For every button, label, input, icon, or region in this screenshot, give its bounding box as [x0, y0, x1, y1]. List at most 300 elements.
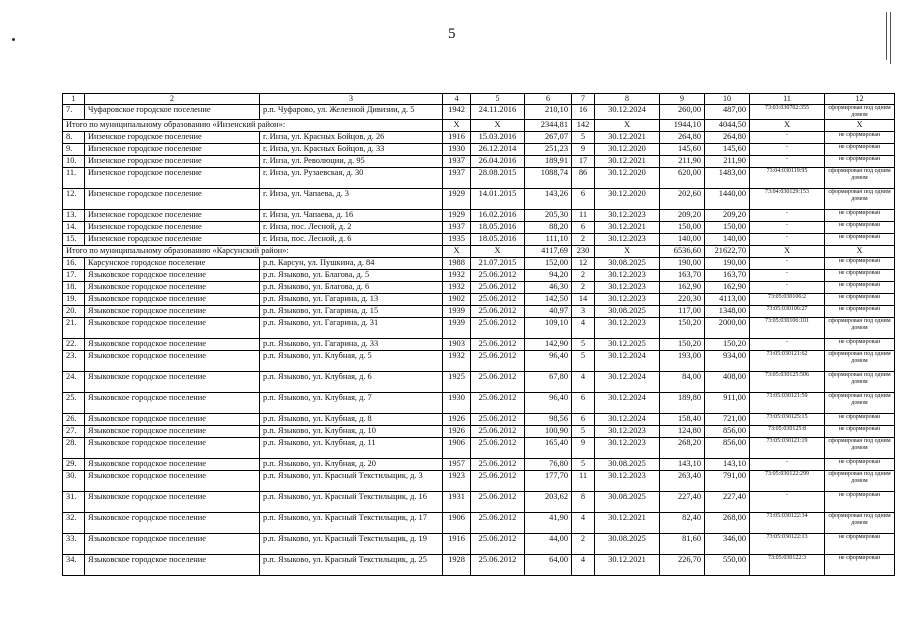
table-cell: 30.12.2021 [595, 512, 660, 533]
table-cell: 12. [63, 188, 85, 209]
column-number-row [63, 94, 895, 105]
table-cell: 1942 [443, 104, 471, 119]
table-row [63, 350, 895, 371]
table-cell: не сформирован [825, 305, 895, 317]
table-cell: 30.12.2023 [595, 425, 660, 437]
table-cell: 73:05:030106:2 [750, 293, 825, 305]
table-cell: 11 [572, 470, 595, 491]
table-cell: 86 [572, 167, 595, 188]
table-cell: р.п. Языково, ул. Красный Текстильщик, д. 16 [260, 491, 443, 512]
table-cell: 143,10 [660, 458, 705, 470]
page-number: 5 [448, 26, 456, 42]
housing-register-table [62, 93, 895, 576]
table-cell: 1916 [443, 131, 471, 143]
table-cell: 2000,00 [705, 317, 750, 338]
table-cell: 227,40 [660, 491, 705, 512]
table-cell: 111,10 [525, 233, 572, 245]
table-cell: 32. [63, 512, 85, 533]
table-cell: 26. [63, 413, 85, 425]
table-cell: 8. [63, 131, 85, 143]
table-cell: Языковское городское поселение [85, 458, 260, 470]
table-cell: 210,10 [525, 104, 572, 119]
table-cell: 1937 [443, 221, 471, 233]
table-row [63, 104, 895, 119]
subtotal-cell: X [595, 119, 660, 131]
table-cell: 30.12.2020 [595, 167, 660, 188]
table-cell: 84,00 [660, 371, 705, 392]
table-cell: 268,20 [660, 437, 705, 458]
table-cell: не сформирован [825, 413, 895, 425]
table-cell: 264,80 [705, 131, 750, 143]
table-cell: Языковское городское поселение [85, 269, 260, 281]
table-cell: 9. [63, 143, 85, 155]
table-cell: - [750, 221, 825, 233]
table-cell: не сформирован [825, 293, 895, 305]
table-cell: 23. [63, 350, 85, 371]
column-number-cell: 5 [471, 94, 525, 105]
table-cell: 1929 [443, 209, 471, 221]
table-cell: 30.12.2023 [595, 209, 660, 221]
table-cell: 25.06.2012 [471, 458, 525, 470]
table-cell: 1932 [443, 269, 471, 281]
table-cell: 14 [572, 293, 595, 305]
table-cell: 1988 [443, 257, 471, 269]
subtotal-cell: X [595, 245, 660, 257]
table-cell: 4113,00 [705, 293, 750, 305]
table-cell: 25.06.2012 [471, 425, 525, 437]
subtotal-cell: 230 [572, 245, 595, 257]
table-cell: сформирован под одним домом [825, 371, 895, 392]
subtotal-cell: 6536,60 [660, 245, 705, 257]
column-number-cell: 3 [260, 94, 443, 105]
table-cell: 162,90 [660, 281, 705, 293]
table-cell: 25.06.2012 [471, 437, 525, 458]
table-cell: 1939 [443, 305, 471, 317]
table-cell: 73:05:030122:34 [750, 512, 825, 533]
table-cell: 911,00 [705, 392, 750, 413]
table-cell: 4 [572, 512, 595, 533]
table-row [63, 143, 895, 155]
table-cell: 29. [63, 458, 85, 470]
subtotal-cell: 142 [572, 119, 595, 131]
table-cell: 150,00 [705, 221, 750, 233]
table-cell: Инзенское городское поселение [85, 233, 260, 245]
table-cell: 2 [572, 233, 595, 245]
table-cell: 143,26 [525, 188, 572, 209]
table-cell: 12 [572, 257, 595, 269]
table-cell: Языковское городское поселение [85, 338, 260, 350]
table-cell: 25.06.2012 [471, 350, 525, 371]
table-cell: 25.06.2012 [471, 533, 525, 554]
table-cell: г. Инза, пос. Лесной, д. 2 [260, 221, 443, 233]
table-row [63, 221, 895, 233]
subtotal-cell: X [443, 119, 471, 131]
subtotal-row [63, 119, 895, 131]
table-cell: 64,00 [525, 554, 572, 575]
subtotal-cell: X [825, 245, 895, 257]
table-cell: 25.06.2012 [471, 281, 525, 293]
table-cell: 88,20 [525, 221, 572, 233]
table-cell: 1440,00 [705, 188, 750, 209]
scan-edge-line [890, 12, 891, 64]
table-cell: Языковское городское поселение [85, 437, 260, 458]
table-cell: 203,62 [525, 491, 572, 512]
table-cell: 145,60 [705, 143, 750, 155]
table-cell: Языковское городское поселение [85, 350, 260, 371]
table-cell: Языковское городское поселение [85, 293, 260, 305]
table-cell: 1929 [443, 188, 471, 209]
table-cell: 211,90 [660, 155, 705, 167]
table-cell: 81,60 [660, 533, 705, 554]
table-cell: 6 [572, 392, 595, 413]
table-cell: 16.02.2016 [471, 209, 525, 221]
scan-dot [12, 38, 15, 41]
column-number-cell: 2 [85, 94, 260, 105]
table-cell: 1939 [443, 317, 471, 338]
table-cell: - [750, 233, 825, 245]
table-cell: г. Инза, ул. Чапаева, д. 3 [260, 188, 443, 209]
table-cell: 24.11.2016 [471, 104, 525, 119]
table-cell: не сформирован [825, 425, 895, 437]
table-cell: 267,07 [525, 131, 572, 143]
table-cell: Языковское городское поселение [85, 425, 260, 437]
table-cell: 226,70 [660, 554, 705, 575]
table-cell: 7. [63, 104, 85, 119]
table-cell: Языковское городское поселение [85, 491, 260, 512]
table-cell: 22. [63, 338, 85, 350]
table-cell: не сформирован [825, 155, 895, 167]
table-cell: 251,23 [525, 143, 572, 155]
table-cell: р.п. Языково, ул. Клубная, д. 11 [260, 437, 443, 458]
table-cell: 30.08.2025 [595, 305, 660, 317]
table-cell: 46,30 [525, 281, 572, 293]
subtotal-cell: 21622,70 [705, 245, 750, 257]
table-cell: 25.06.2012 [471, 413, 525, 425]
table-row [63, 413, 895, 425]
column-number-cell: 9 [660, 94, 705, 105]
table-cell: г. Инза, ул. Чапаева, д. 16 [260, 209, 443, 221]
table-cell: Языковское городское поселение [85, 371, 260, 392]
subtotal-cell: 4117,69 [525, 245, 572, 257]
table-cell: 150,20 [660, 317, 705, 338]
table-cell: 33. [63, 533, 85, 554]
table-cell: 14. [63, 221, 85, 233]
table-cell: 25.06.2012 [471, 338, 525, 350]
table-cell: 1926 [443, 413, 471, 425]
table-cell: сформирован под одним домом [825, 167, 895, 188]
table-cell: 163,70 [705, 269, 750, 281]
table-cell: сформирован под одним домом [825, 317, 895, 338]
subtotal-cell: X [750, 245, 825, 257]
table-cell: 140,00 [705, 233, 750, 245]
table-cell: 96,40 [525, 392, 572, 413]
table-cell: 264,80 [660, 131, 705, 143]
table-cell: р.п. Языково, ул. Клубная, д. 7 [260, 392, 443, 413]
table-cell: 165,40 [525, 437, 572, 458]
table-cell: не сформирован [825, 209, 895, 221]
table-cell: 30.12.2020 [595, 188, 660, 209]
table-cell: 30.12.2023 [595, 437, 660, 458]
table-cell: 190,00 [660, 257, 705, 269]
table-cell: р.п. Языково, ул. Благова, д. 5 [260, 269, 443, 281]
table-cell: 1483,00 [705, 167, 750, 188]
table-row [63, 371, 895, 392]
subtotal-cell: X [471, 119, 525, 131]
table-cell: 11. [63, 167, 85, 188]
table-row [63, 305, 895, 317]
table-cell: 140,00 [660, 233, 705, 245]
table-cell: р.п. Языково, ул. Благова, д. 6 [260, 281, 443, 293]
table-cell: - [750, 281, 825, 293]
subtotal-label: Итого по муниципальному образованию «Карсунский район»: [63, 245, 443, 257]
table-cell: 30.12.2021 [595, 221, 660, 233]
table-cell: 19. [63, 293, 85, 305]
table-cell: 5 [572, 338, 595, 350]
table-cell: р.п. Языково, ул. Гагарина, д. 13 [260, 293, 443, 305]
table-cell: 96,40 [525, 350, 572, 371]
subtotal-cell: 4044,50 [705, 119, 750, 131]
table-cell: 16 [572, 104, 595, 119]
table-cell: 1906 [443, 437, 471, 458]
table-row [63, 533, 895, 554]
table-cell: 73:05:030122:299 [750, 470, 825, 491]
table-cell: 1928 [443, 554, 471, 575]
table-cell: 18.05.2016 [471, 233, 525, 245]
table-cell: - [750, 131, 825, 143]
table-cell: не сформирован [825, 533, 895, 554]
table-cell: - [750, 257, 825, 269]
table-cell: 28.08.2015 [471, 167, 525, 188]
table-cell: г. Инза, ул. Революции, д. 95 [260, 155, 443, 167]
table-cell: 30.12.2023 [595, 233, 660, 245]
table-cell: сформирован под одним домом [825, 512, 895, 533]
column-number-cell: 1 [63, 94, 85, 105]
table-cell: 26.04.2016 [471, 155, 525, 167]
table-cell: не сформирован [825, 281, 895, 293]
table-cell: 5 [572, 425, 595, 437]
table-cell: 177,70 [525, 470, 572, 491]
table-cell: 2 [572, 269, 595, 281]
table-cell: - [750, 338, 825, 350]
table-cell: 41,90 [525, 512, 572, 533]
table-cell: 73:05:030125:8 [750, 425, 825, 437]
table-cell: р.п. Чуфарово, ул. Железной Дивизии, д. 5 [260, 104, 443, 119]
table-row [63, 338, 895, 350]
table-row [63, 458, 895, 470]
column-number-cell: 10 [705, 94, 750, 105]
table-cell: 9 [572, 143, 595, 155]
table-cell: 30.12.2023 [595, 470, 660, 491]
table-cell: 205,30 [525, 209, 572, 221]
table-cell: 346,00 [705, 533, 750, 554]
table-cell: 34. [63, 554, 85, 575]
table-cell: Инзенское городское поселение [85, 167, 260, 188]
table-cell: р.п. Языково, ул. Клубная, д. 6 [260, 371, 443, 392]
table-cell: 1926 [443, 425, 471, 437]
table-cell: Языковское городское поселение [85, 554, 260, 575]
table-cell: 5 [572, 350, 595, 371]
table-cell: не сформирован [825, 491, 895, 512]
table-cell: р.п. Языково, ул. Клубная, д. 10 [260, 425, 443, 437]
table-row [63, 554, 895, 575]
table-cell: Инзенское городское поселение [85, 188, 260, 209]
table-cell: 18.05.2016 [471, 221, 525, 233]
table-row [63, 269, 895, 281]
table-cell: 1931 [443, 491, 471, 512]
table-row [63, 233, 895, 245]
table-cell: г. Инза, пос. Лесной, д. 6 [260, 233, 443, 245]
table-row [63, 293, 895, 305]
table-cell: Языковское городское поселение [85, 281, 260, 293]
table-cell: не сформирован [825, 221, 895, 233]
table-cell: 73:05:030121:19 [750, 437, 825, 458]
table-cell: 73:05:030125:506 [750, 371, 825, 392]
table-cell: Инзенское городское поселение [85, 131, 260, 143]
table-cell: 1925 [443, 371, 471, 392]
table-cell: 44,00 [525, 533, 572, 554]
table-cell: 856,00 [705, 437, 750, 458]
table-cell: 143,10 [705, 458, 750, 470]
table-cell: 73:05:030106:101 [750, 317, 825, 338]
table-cell: 1937 [443, 167, 471, 188]
table-cell: сформирован под одним домом [825, 104, 895, 119]
table-cell: 6 [572, 413, 595, 425]
table-cell: р.п. Языково, ул. Клубная, д. 8 [260, 413, 443, 425]
table-cell: не сформирован [825, 143, 895, 155]
table-cell: 1930 [443, 392, 471, 413]
table-cell: 117,00 [660, 305, 705, 317]
table-cell: 158,40 [660, 413, 705, 425]
table-cell: Инзенское городское поселение [85, 209, 260, 221]
table-cell: 109,10 [525, 317, 572, 338]
table-cell: Языковское городское поселение [85, 317, 260, 338]
table-cell: 189,91 [525, 155, 572, 167]
table-cell: 620,00 [660, 167, 705, 188]
table-cell: 163,70 [660, 269, 705, 281]
table-cell: Инзенское городское поселение [85, 155, 260, 167]
table-cell: 30.08.2025 [595, 257, 660, 269]
table-cell: 25.06.2012 [471, 371, 525, 392]
table-cell: 30.12.2021 [595, 155, 660, 167]
table-cell: 25.06.2012 [471, 293, 525, 305]
table-cell: 4 [572, 371, 595, 392]
table-cell: 25.06.2012 [471, 470, 525, 491]
table-cell: 21.07.2015 [471, 257, 525, 269]
table-cell: 30.12.2024 [595, 350, 660, 371]
table-row [63, 392, 895, 413]
table-row [63, 470, 895, 491]
table-cell: сформирован под одним домом [825, 470, 895, 491]
table-row [63, 155, 895, 167]
table-cell: 152,00 [525, 257, 572, 269]
table-cell: Карсунское городское поселение [85, 257, 260, 269]
table-cell: 6 [572, 221, 595, 233]
table-cell: сформирован под одним домом [825, 437, 895, 458]
table-row [63, 437, 895, 458]
table-cell: 15.03.2016 [471, 131, 525, 143]
table-cell: 11 [572, 209, 595, 221]
table-cell: Языковское городское поселение [85, 533, 260, 554]
table-cell: 30.12.2024 [595, 413, 660, 425]
table-cell: 2 [572, 281, 595, 293]
column-number-cell: 7 [572, 94, 595, 105]
table-row [63, 281, 895, 293]
column-number-cell: 12 [825, 94, 895, 105]
table-cell: 31. [63, 491, 85, 512]
table-cell: 1957 [443, 458, 471, 470]
table-cell: р.п. Языково, ул. Гагарина, д. 33 [260, 338, 443, 350]
table-cell: - [750, 155, 825, 167]
table-cell: 4 [572, 317, 595, 338]
table-cell: 73:05:030125:15 [750, 413, 825, 425]
table-cell: 9 [572, 437, 595, 458]
table-cell: 124,80 [660, 425, 705, 437]
table-cell: г. Инза, ул. Рузаевская, д. 30 [260, 167, 443, 188]
table-cell: 1902 [443, 293, 471, 305]
table-cell: 25.06.2012 [471, 269, 525, 281]
subtotal-label: Итого по муниципальному образованию «Инзенский район»: [63, 119, 443, 131]
table-cell: 721,00 [705, 413, 750, 425]
table-cell: 30.12.2023 [595, 293, 660, 305]
table-cell: 934,00 [705, 350, 750, 371]
table-cell: 1937 [443, 155, 471, 167]
subtotal-cell: 2344,81 [525, 119, 572, 131]
table-cell: 17. [63, 269, 85, 281]
table-cell: 30. [63, 470, 85, 491]
table-cell: - [750, 491, 825, 512]
table-cell: г. Инза, ул. Красных Бойцов, д. 26 [260, 131, 443, 143]
table-cell: 189,80 [660, 392, 705, 413]
table-row [63, 209, 895, 221]
table-cell: 227,40 [705, 491, 750, 512]
table-cell: р.п. Языково, ул. Клубная, д. 5 [260, 350, 443, 371]
table-cell: 150,00 [660, 221, 705, 233]
table-cell: 13. [63, 209, 85, 221]
table-cell: р.п. Языково, ул. Красный Текстильщик, д. 25 [260, 554, 443, 575]
subtotal-cell: X [471, 245, 525, 257]
table-cell: 30.12.2025 [595, 338, 660, 350]
column-number-cell: 8 [595, 94, 660, 105]
table-cell: 21. [63, 317, 85, 338]
table-cell: 263,40 [660, 470, 705, 491]
column-number-cell: 11 [750, 94, 825, 105]
table-cell: 30.12.2023 [595, 281, 660, 293]
table-cell: 145,60 [660, 143, 705, 155]
table-row [63, 131, 895, 143]
table-cell: 76,80 [525, 458, 572, 470]
table-cell: Чуфаровское городское поселение [85, 104, 260, 119]
table-cell: 30.08.2025 [595, 491, 660, 512]
table-cell: 82,40 [660, 512, 705, 533]
table-cell: 1930 [443, 143, 471, 155]
table-cell: 5 [572, 458, 595, 470]
table-cell: 24. [63, 371, 85, 392]
table-cell: 20. [63, 305, 85, 317]
table-cell: Языковское городское поселение [85, 470, 260, 491]
table-cell: 27. [63, 425, 85, 437]
table-cell: 30.08.2025 [595, 458, 660, 470]
table-cell: р.п. Языково, ул. Красный Текстильщик, д. 17 [260, 512, 443, 533]
table-cell: 14.01.2015 [471, 188, 525, 209]
table-cell: 73:05:030121:59 [750, 392, 825, 413]
table-cell: 25.06.2012 [471, 491, 525, 512]
table-cell: 73:03:030702:355 [750, 104, 825, 119]
subtotal-cell: X [825, 119, 895, 131]
table-cell: 30.12.2020 [595, 143, 660, 155]
table-cell: р.п. Карсун, ул. Пушкина, д. 84 [260, 257, 443, 269]
table-cell: г. Инза, ул. Красных Бойцов, д. 33 [260, 143, 443, 155]
table-cell: 142,50 [525, 293, 572, 305]
